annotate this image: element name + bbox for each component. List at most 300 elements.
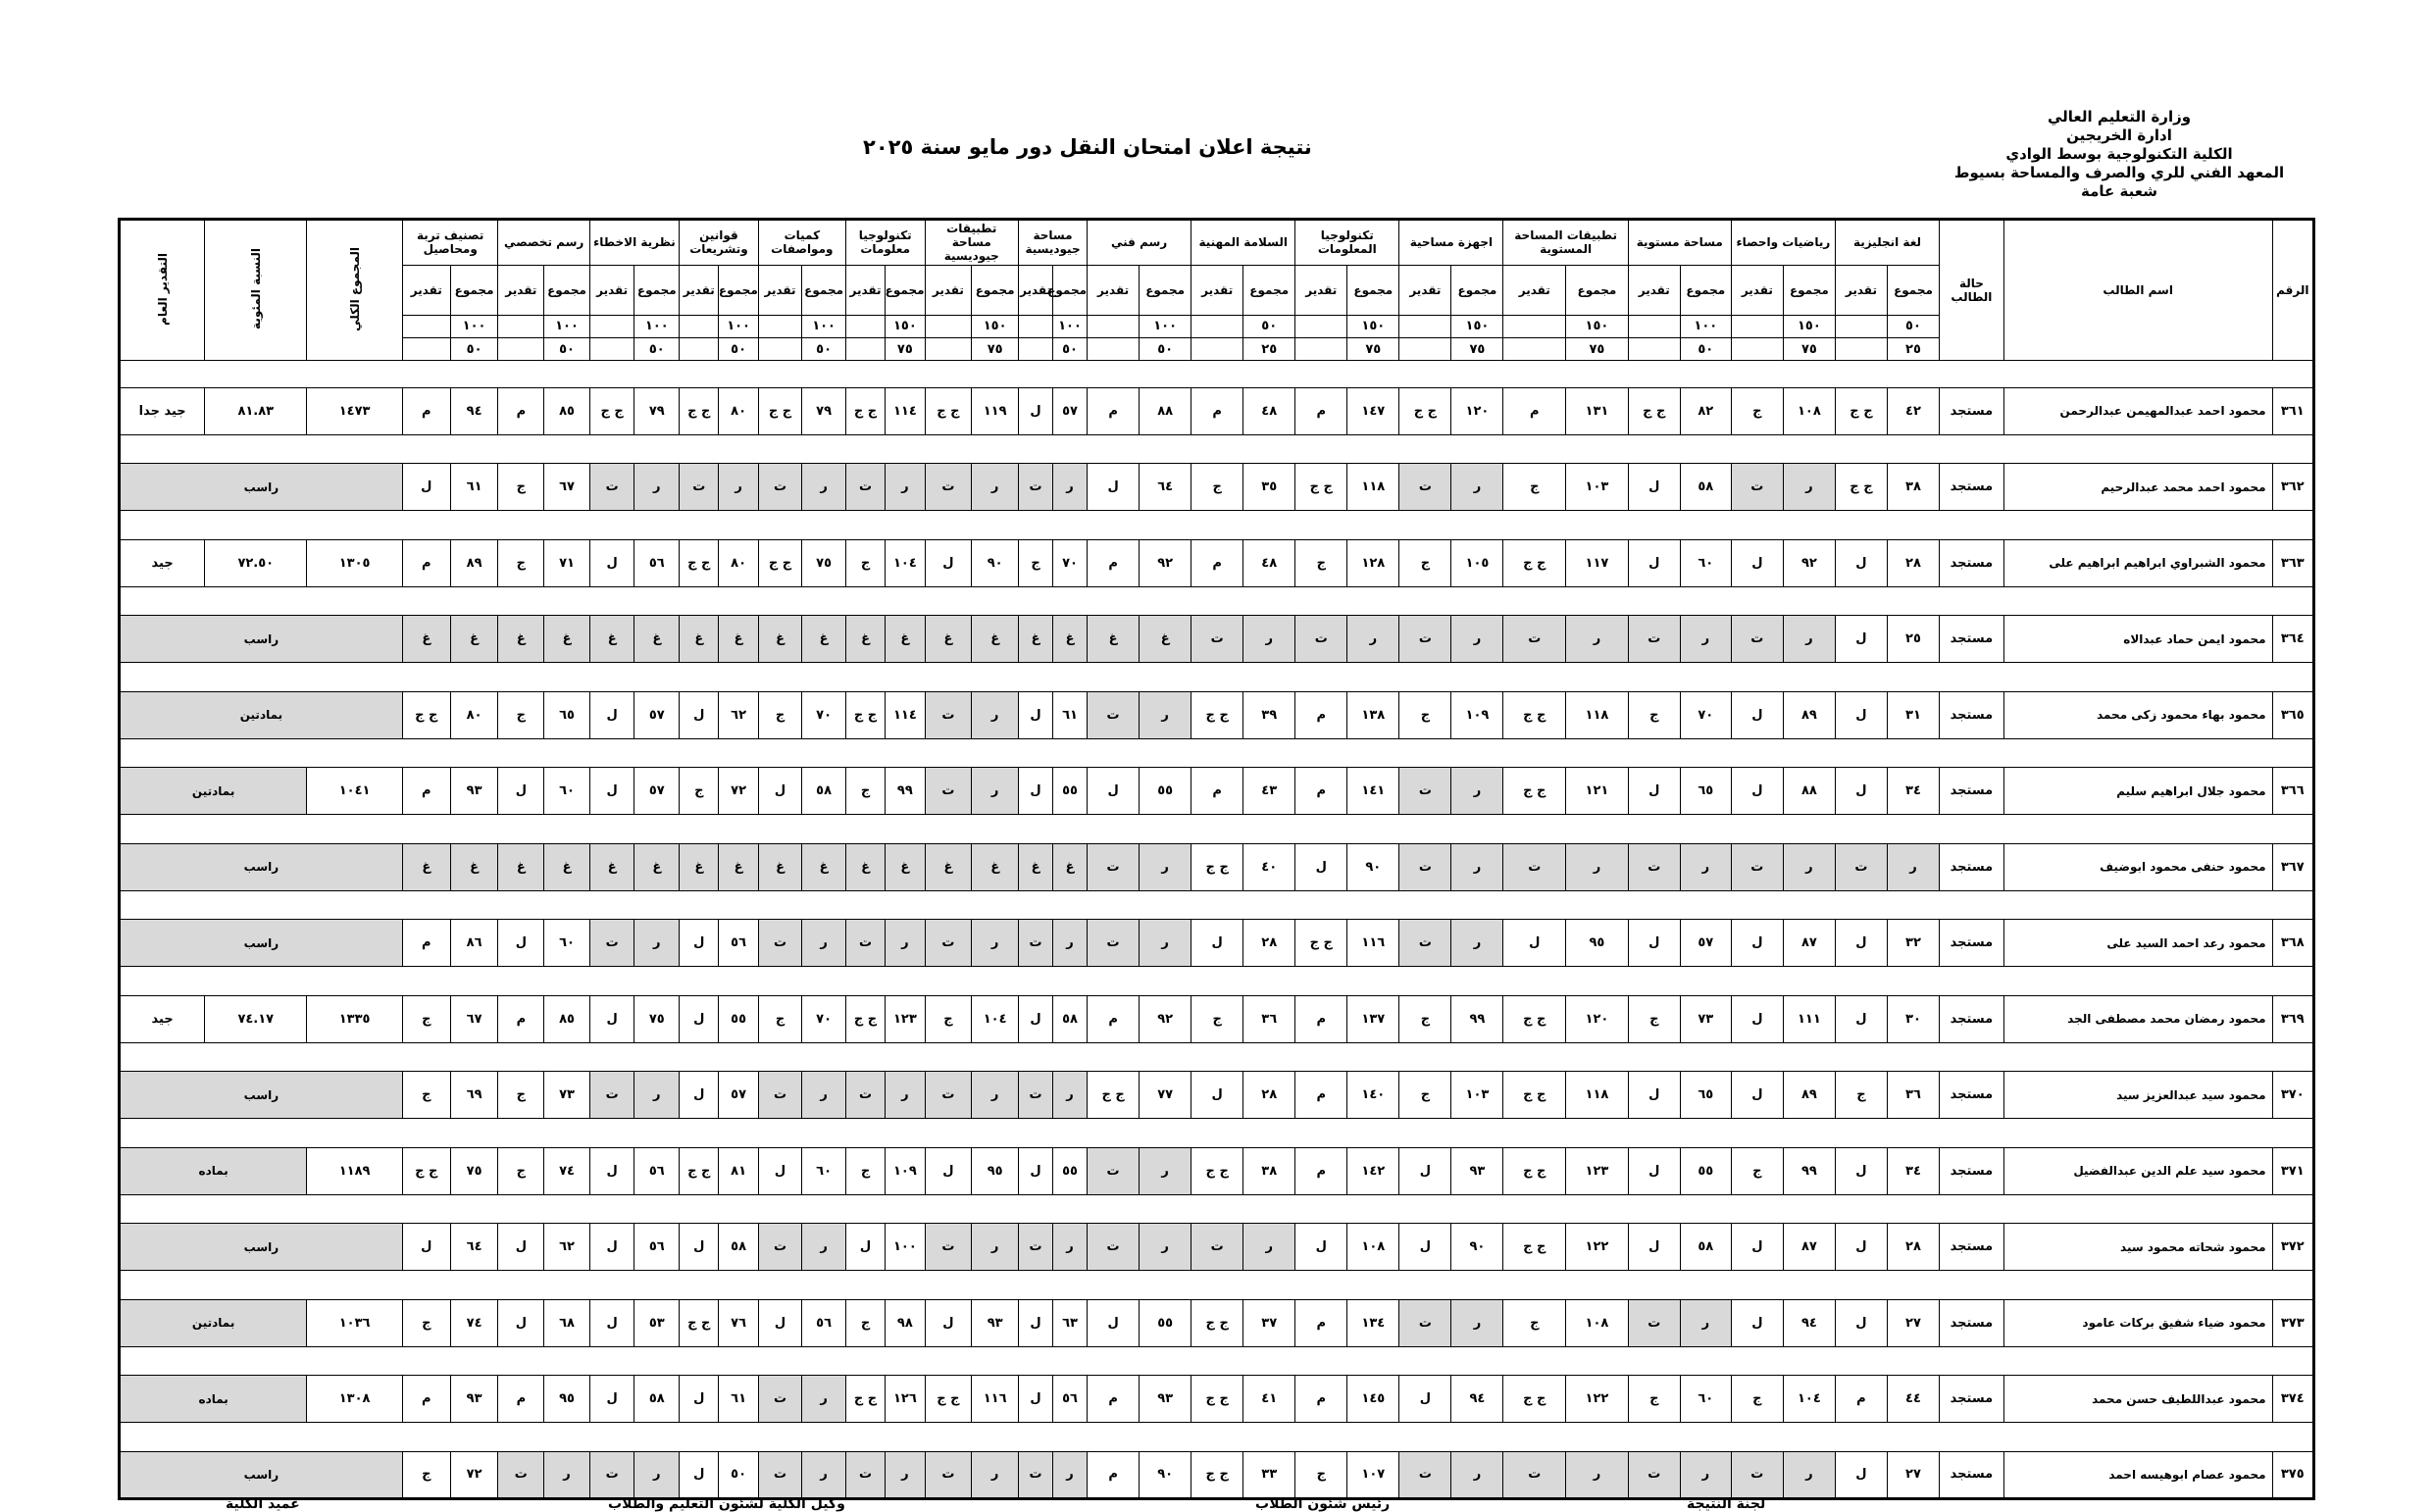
student-name: محمود جلال ابراهيم سليم bbox=[2003, 768, 2272, 815]
subject-grade: ج bbox=[402, 1299, 450, 1346]
subject-total: ر bbox=[802, 1451, 846, 1498]
student-num: ٣٧١ bbox=[2272, 1147, 2313, 1194]
subject-grade: ت bbox=[758, 920, 802, 967]
subject-total: ر bbox=[1680, 1451, 1731, 1498]
subject-grade: ج ج bbox=[589, 387, 634, 434]
subject-total: ر bbox=[1053, 1072, 1088, 1119]
student-num: ٣٧٥ bbox=[2272, 1451, 2313, 1498]
max-mark: ١٠٠ bbox=[634, 315, 680, 337]
max-mark-blank bbox=[1731, 315, 1783, 337]
subject-grade: ت bbox=[1399, 1451, 1451, 1498]
subject-total: غ bbox=[1053, 843, 1088, 890]
subject-total: ٣٦ bbox=[1243, 995, 1295, 1042]
header-subject: تصنيف تربة ومحاصيل bbox=[402, 220, 498, 266]
max-mark-blank bbox=[925, 315, 972, 337]
subject-total: ٢٨ bbox=[1887, 539, 1939, 586]
subject-grade: ل bbox=[1835, 1147, 1887, 1194]
max-mark: ٥٠ bbox=[1887, 315, 1939, 337]
subject-total: ر bbox=[1451, 1299, 1503, 1346]
subject-grade: ل bbox=[498, 920, 544, 967]
subject-grade: ت bbox=[1628, 1451, 1680, 1498]
min-mark-blank bbox=[402, 338, 450, 361]
subject-total: ٣٨ bbox=[1887, 464, 1939, 511]
subject-grade: ل bbox=[1835, 1451, 1887, 1498]
min-mark: ٢٥ bbox=[1887, 338, 1939, 361]
header-sub-grade: تقدير bbox=[1731, 265, 1783, 315]
subject-total: ر bbox=[1140, 920, 1191, 967]
student-row bbox=[120, 995, 2314, 1042]
max-mark-blank bbox=[758, 315, 802, 337]
max-mark-blank bbox=[845, 315, 885, 337]
subject-total: ر bbox=[1053, 464, 1088, 511]
subject-total: ٣٩ bbox=[1243, 691, 1295, 738]
student-row bbox=[120, 1451, 2314, 1498]
subject-grade: م bbox=[1295, 387, 1347, 434]
subject-grade: ت bbox=[1019, 1224, 1053, 1271]
subject-grade: ل bbox=[589, 1224, 634, 1271]
subject-grade: ج ج bbox=[845, 995, 885, 1042]
student-num: ٣٦٦ bbox=[2272, 768, 2313, 815]
subject-total: ر bbox=[886, 920, 925, 967]
subject-total: ٣٥ bbox=[1243, 464, 1295, 511]
subject-total: ٩٢ bbox=[1783, 539, 1835, 586]
subject-total: ٩٢ bbox=[1140, 539, 1191, 586]
min-mark: ٥٠ bbox=[719, 338, 758, 361]
student-num: ٣٦٢ bbox=[2272, 464, 2313, 511]
min-mark-blank bbox=[680, 338, 719, 361]
min-mark: ٥٠ bbox=[634, 338, 680, 361]
subject-total: غ bbox=[719, 616, 758, 663]
subject-grade: ل bbox=[1731, 1299, 1783, 1346]
subject-grade: ل bbox=[1088, 768, 1140, 815]
subject-total: ٢٨ bbox=[1887, 1224, 1939, 1271]
subject-grade: م bbox=[1295, 1147, 1347, 1194]
subject-total: ٦٠ bbox=[544, 920, 590, 967]
subject-total: ١٤٢ bbox=[1347, 1147, 1399, 1194]
subject-grade: ت bbox=[1019, 920, 1053, 967]
subject-grade: ت bbox=[845, 464, 885, 511]
subject-total: ١١٧ bbox=[1566, 539, 1629, 586]
subject-grade: م bbox=[1295, 1072, 1347, 1119]
subject-grade: م bbox=[1295, 691, 1347, 738]
subject-grade: ت bbox=[1191, 616, 1243, 663]
subject-grade: ج bbox=[1628, 691, 1680, 738]
subject-total: ٦٤ bbox=[1140, 464, 1191, 511]
subject-grade: ج ج bbox=[845, 1376, 885, 1423]
subject-grade: ت bbox=[758, 1072, 802, 1119]
subject-grade: ت bbox=[1731, 464, 1783, 511]
subject-total: ر bbox=[1140, 843, 1191, 890]
subject-total: ٧٠ bbox=[802, 995, 846, 1042]
subject-grade: ج ج bbox=[758, 387, 802, 434]
subject-grade: ت bbox=[1088, 843, 1140, 890]
subject-total: ٩٥ bbox=[544, 1376, 590, 1423]
subject-grade: ت bbox=[1088, 920, 1140, 967]
subject-grade: ج ج bbox=[758, 539, 802, 586]
subject-total: ر bbox=[1140, 1224, 1191, 1271]
subject-total: ٥٨ bbox=[802, 768, 846, 815]
subject-total: ر bbox=[972, 464, 1019, 511]
student-status: مستجد bbox=[1940, 691, 2004, 738]
subject-grade: ل bbox=[1731, 1224, 1783, 1271]
subject-grade: ت bbox=[1628, 616, 1680, 663]
subject-total: ر bbox=[634, 1451, 680, 1498]
subject-grade: ج bbox=[1191, 995, 1243, 1042]
student-name: محمود سيد عبدالعزيز سيد bbox=[2003, 1072, 2272, 1119]
student-num: ٣٧٣ bbox=[2272, 1299, 2313, 1346]
student-percent: ٨١.٨٣ bbox=[205, 387, 307, 434]
header-sub-grade: تقدير bbox=[680, 265, 719, 315]
subject-grade: ل bbox=[1088, 464, 1140, 511]
min-mark-blank bbox=[498, 338, 544, 361]
subject-total: ١٠٤ bbox=[886, 539, 925, 586]
subject-total: ر bbox=[1451, 768, 1503, 815]
subject-total: ٣٨ bbox=[1243, 1147, 1295, 1194]
footer-sign: رئيس شئون الطلاب bbox=[1255, 1496, 1391, 1512]
subject-grade: ل bbox=[680, 1072, 719, 1119]
subject-total: ٥٨ bbox=[719, 1224, 758, 1271]
subject-total: ١٢٠ bbox=[1451, 387, 1503, 434]
header-total bbox=[307, 220, 403, 361]
subject-grade: ج ج bbox=[1399, 387, 1451, 434]
subject-total: ٥٦ bbox=[1053, 1376, 1088, 1423]
subject-grade: م bbox=[402, 1376, 450, 1423]
subject-total: ٨٨ bbox=[1140, 387, 1191, 434]
subject-total: ٥٦ bbox=[634, 1147, 680, 1194]
subject-grade: م bbox=[1503, 387, 1566, 434]
max-mark-blank bbox=[1088, 315, 1140, 337]
subject-grade: ج ج bbox=[1191, 843, 1243, 890]
subject-grade: ج ج bbox=[402, 1147, 450, 1194]
subject-total: ١١٤ bbox=[886, 387, 925, 434]
subject-grade: ل bbox=[589, 691, 634, 738]
subject-total: ر bbox=[1053, 1451, 1088, 1498]
header-sub-grade: تقدير bbox=[1399, 265, 1451, 315]
subject-total: ٤٤ bbox=[1887, 1376, 1939, 1423]
subject-grade: ل bbox=[758, 768, 802, 815]
max-mark: ١٠٠ bbox=[1680, 315, 1731, 337]
subject-grade: ل bbox=[589, 768, 634, 815]
subject-grade: ج ج bbox=[1295, 464, 1347, 511]
subject-total: ٥٥ bbox=[1140, 1299, 1191, 1346]
subject-total: ٩٣ bbox=[972, 1299, 1019, 1346]
subject-grade: ل bbox=[1019, 995, 1053, 1042]
subject-grade: ت bbox=[1731, 1451, 1783, 1498]
subject-total: ١١٦ bbox=[1347, 920, 1399, 967]
student-row bbox=[120, 1147, 2314, 1194]
subject-grade: ج bbox=[1503, 1299, 1566, 1346]
subject-total: ر bbox=[1566, 616, 1629, 663]
subject-grade: ج bbox=[1628, 995, 1680, 1042]
subject-grade: ل bbox=[589, 995, 634, 1042]
spacer-row bbox=[120, 1119, 2314, 1148]
subject-grade: م bbox=[498, 387, 544, 434]
subject-grade: ج bbox=[1191, 464, 1243, 511]
header-sub-total: مجموع bbox=[634, 265, 680, 315]
subject-total: ٧٤ bbox=[450, 1299, 498, 1346]
min-mark-blank bbox=[1191, 338, 1243, 361]
header-sub-grade: تقدير bbox=[758, 265, 802, 315]
student-status: مستجد bbox=[1940, 539, 2004, 586]
student-percent: ٧٢.٥٠ bbox=[205, 539, 307, 586]
subject-grade: ج ج bbox=[402, 691, 450, 738]
subject-total: ٧٢ bbox=[450, 1451, 498, 1498]
subject-grade: غ bbox=[758, 843, 802, 890]
min-mark-blank bbox=[758, 338, 802, 361]
student-row bbox=[120, 843, 2314, 890]
subject-total: ٦٠ bbox=[1680, 539, 1731, 586]
subject-total: ر bbox=[886, 464, 925, 511]
subject-grade: ل bbox=[758, 1147, 802, 1194]
subject-grade: ل bbox=[1019, 691, 1053, 738]
subject-grade: ل bbox=[680, 691, 719, 738]
subject-total: ١٠٨ bbox=[1566, 1299, 1629, 1346]
subject-total: ر bbox=[1680, 616, 1731, 663]
subject-grade: ل bbox=[680, 1224, 719, 1271]
subject-grade: ل bbox=[925, 1299, 972, 1346]
subject-grade: ل bbox=[1731, 920, 1783, 967]
subject-total: ٩٠ bbox=[1140, 1451, 1191, 1498]
spacer-row bbox=[120, 511, 2314, 540]
subject-grade: ت bbox=[1399, 1299, 1451, 1346]
student-name: محمود احمد عبدالمهيمن عبدالرحمن bbox=[2003, 387, 2272, 434]
min-mark-blank bbox=[1399, 338, 1451, 361]
subject-total: ٥٥ bbox=[1140, 768, 1191, 815]
subject-grade: م bbox=[1088, 539, 1140, 586]
header-line: المعهد الفني للري والصرف والمساحة بسيوط bbox=[1953, 164, 2285, 181]
header-overall bbox=[120, 220, 205, 361]
student-status: مستجد bbox=[1940, 1299, 2004, 1346]
subject-total: ١٠٣ bbox=[1566, 464, 1629, 511]
header-sub-total: مجموع bbox=[1053, 265, 1088, 315]
student-total: ١٠٤١ bbox=[307, 768, 403, 815]
student-status: مستجد bbox=[1940, 920, 2004, 967]
subject-total: ٨٥ bbox=[544, 387, 590, 434]
subject-total: ٤٨ bbox=[1243, 539, 1295, 586]
subject-total: ٩٥ bbox=[1566, 920, 1629, 967]
subject-grade: ج bbox=[1503, 464, 1566, 511]
subject-grade: ل bbox=[758, 1299, 802, 1346]
subject-total: ١٣٤ bbox=[1347, 1299, 1399, 1346]
subject-total: ١٣١ bbox=[1566, 387, 1629, 434]
subject-grade: ت bbox=[925, 920, 972, 967]
subject-total: ١٢٨ bbox=[1347, 539, 1399, 586]
subject-grade: ل bbox=[589, 1376, 634, 1423]
student-result: راسب bbox=[120, 1224, 403, 1271]
subject-grade: ج bbox=[1731, 1376, 1783, 1423]
subject-grade: ل bbox=[589, 1147, 634, 1194]
subject-grade: ج bbox=[498, 1147, 544, 1194]
subject-grade: ت bbox=[1628, 843, 1680, 890]
header-overall-label: التقدير العام bbox=[155, 252, 170, 326]
subject-total: ٢٧ bbox=[1887, 1299, 1939, 1346]
student-name: محمود رمضان محمد مصطفى الجد bbox=[2003, 995, 2272, 1042]
subject-grade: غ bbox=[498, 843, 544, 890]
student-name: محمود حنفى محمود ابوضيف bbox=[2003, 843, 2272, 890]
header-sub-total: مجموع bbox=[1680, 265, 1731, 315]
subject-total: ر bbox=[802, 464, 846, 511]
subject-grade: ل bbox=[1628, 768, 1680, 815]
max-mark: ١٠٠ bbox=[719, 315, 758, 337]
subject-total: ٣٠ bbox=[1887, 995, 1939, 1042]
subject-total: ر bbox=[972, 691, 1019, 738]
subject-grade: ل bbox=[1191, 1072, 1243, 1119]
subject-grade: غ bbox=[589, 616, 634, 663]
footer-sign: وكيل الكلية لشئون التعليم والطلاب bbox=[608, 1496, 845, 1512]
subject-total: ٨٠ bbox=[719, 539, 758, 586]
header-percent bbox=[205, 220, 307, 361]
subject-total: ٧٥ bbox=[634, 995, 680, 1042]
header-sub-total: مجموع bbox=[1887, 265, 1939, 315]
subject-grade: ج ج bbox=[680, 539, 719, 586]
student-result: بماده bbox=[120, 1376, 307, 1423]
ministry-header bbox=[1952, 108, 2286, 201]
subject-grade: ل bbox=[925, 1147, 972, 1194]
subject-grade: ل bbox=[1628, 1072, 1680, 1119]
subject-grade: ت bbox=[758, 1376, 802, 1423]
subject-grade: ج bbox=[1399, 691, 1451, 738]
max-mark-blank bbox=[1628, 315, 1680, 337]
min-mark: ٥٠ bbox=[450, 338, 498, 361]
subject-total: ر bbox=[634, 464, 680, 511]
subject-total: ر bbox=[1680, 843, 1731, 890]
student-num: ٣٦٨ bbox=[2272, 920, 2313, 967]
subject-grade: م bbox=[1191, 387, 1243, 434]
student-num: ٣٧٢ bbox=[2272, 1224, 2313, 1271]
subject-grade: غ bbox=[758, 616, 802, 663]
student-num: ٣٦٤ bbox=[2272, 616, 2313, 663]
subject-total: غ bbox=[1053, 616, 1088, 663]
subject-total: غ bbox=[719, 843, 758, 890]
student-name: محمود احمد محمد عبدالرحيم bbox=[2003, 464, 2272, 511]
subject-grade: ج bbox=[402, 1451, 450, 1498]
subject-grade: ج bbox=[680, 768, 719, 815]
spacer-row bbox=[120, 434, 2314, 464]
max-mark: ١٥٠ bbox=[1347, 315, 1399, 337]
subject-grade: ج bbox=[758, 995, 802, 1042]
spacer-row bbox=[120, 586, 2314, 616]
header-subject: لغة انجليزية bbox=[1835, 220, 1939, 266]
subject-total: غ bbox=[802, 843, 846, 890]
subject-total: ٦١ bbox=[450, 464, 498, 511]
header-sub-total: مجموع bbox=[802, 265, 846, 315]
header-subject: رياضيات واحصاء bbox=[1731, 220, 1835, 266]
student-row bbox=[120, 539, 2314, 586]
subject-total: ١٠٥ bbox=[1451, 539, 1503, 586]
student-num: ٣٧٠ bbox=[2272, 1072, 2313, 1119]
subject-grade: ج ج bbox=[1835, 387, 1887, 434]
subject-total: ٨٠ bbox=[719, 387, 758, 434]
min-mark: ٥٠ bbox=[1140, 338, 1191, 361]
subject-total: ٩٤ bbox=[1451, 1376, 1503, 1423]
subject-grade: غ bbox=[1088, 616, 1140, 663]
subject-grade: ل bbox=[1731, 539, 1783, 586]
subject-grade: ل bbox=[498, 1224, 544, 1271]
subject-total: ٧٠ bbox=[802, 691, 846, 738]
subject-total: ٥٦ bbox=[634, 539, 680, 586]
subject-total: غ bbox=[886, 616, 925, 663]
student-total: ١٣٠٥ bbox=[307, 539, 403, 586]
subject-grade: ج bbox=[402, 995, 450, 1042]
subject-grade: ل bbox=[680, 920, 719, 967]
student-total: ١٤٧٣ bbox=[307, 387, 403, 434]
subject-total: ٧٦ bbox=[719, 1299, 758, 1346]
subject-total: ٥٠ bbox=[719, 1451, 758, 1498]
student-status: مستجد bbox=[1940, 1376, 2004, 1423]
subject-total: ر bbox=[802, 1376, 846, 1423]
header-subject: تكنولوجيا معلومات bbox=[845, 220, 925, 266]
subject-total: ٧٧ bbox=[1140, 1072, 1191, 1119]
subject-grade: ت bbox=[758, 464, 802, 511]
subject-grade: ت bbox=[1399, 464, 1451, 511]
subject-total: ر bbox=[1243, 1224, 1295, 1271]
subject-grade: ج ج bbox=[1503, 691, 1566, 738]
subject-total: ٤٠ bbox=[1243, 843, 1295, 890]
subject-total: ٦٥ bbox=[1680, 768, 1731, 815]
header-subject: تكنولوجيا المعلومات bbox=[1295, 220, 1399, 266]
subject-total: ٣٤ bbox=[1887, 1147, 1939, 1194]
subject-grade: م bbox=[498, 1376, 544, 1423]
student-num: ٣٦٧ bbox=[2272, 843, 2313, 890]
header-sub-grade: تقدير bbox=[845, 265, 885, 315]
subject-total: ر bbox=[1887, 843, 1939, 890]
subject-total: ١٤٠ bbox=[1347, 1072, 1399, 1119]
subject-grade: ج bbox=[1019, 539, 1053, 586]
subject-total: ٥٥ bbox=[719, 995, 758, 1042]
subject-grade: ت bbox=[925, 464, 972, 511]
subject-grade: ج bbox=[1731, 1147, 1783, 1194]
subject-total: ر bbox=[972, 768, 1019, 815]
subject-total: ٨٦ bbox=[450, 920, 498, 967]
header-sub-grade: تقدير bbox=[1835, 265, 1887, 315]
student-row bbox=[120, 464, 2314, 511]
min-mark-blank bbox=[845, 338, 885, 361]
subject-total: ٥٨ bbox=[1680, 1224, 1731, 1271]
subject-total: ٩٤ bbox=[1783, 1299, 1835, 1346]
subject-grade: ل bbox=[1019, 1147, 1053, 1194]
subject-total: ر bbox=[802, 920, 846, 967]
subject-total: ٧٠ bbox=[1680, 691, 1731, 738]
subject-total: ٣٤ bbox=[1887, 768, 1939, 815]
subject-grade: ل bbox=[1835, 1224, 1887, 1271]
student-num: ٣٦٣ bbox=[2272, 539, 2313, 586]
subject-total: ر bbox=[1783, 1451, 1835, 1498]
subject-total: ٦٤ bbox=[450, 1224, 498, 1271]
subject-grade: ل bbox=[1019, 1376, 1053, 1423]
student-result: راسب bbox=[120, 920, 403, 967]
student-row bbox=[120, 1376, 2314, 1423]
subject-total: ٨٧ bbox=[1783, 920, 1835, 967]
subject-grade: ج ج bbox=[1503, 1376, 1566, 1423]
subject-grade: ت bbox=[680, 464, 719, 511]
min-mark-blank bbox=[925, 338, 972, 361]
subject-total: ١٠٠ bbox=[886, 1224, 925, 1271]
subject-total: ر bbox=[719, 464, 758, 511]
subject-grade: ج bbox=[402, 1072, 450, 1119]
subject-grade: ج ج bbox=[1503, 539, 1566, 586]
min-mark-blank bbox=[1503, 338, 1566, 361]
subject-grade: ل bbox=[1835, 768, 1887, 815]
subject-total: ٩٩ bbox=[1451, 995, 1503, 1042]
subject-grade: ج ج bbox=[1503, 768, 1566, 815]
subject-total: ١٠٩ bbox=[1451, 691, 1503, 738]
subject-total: ٩٢ bbox=[1140, 995, 1191, 1042]
subject-grade: ت bbox=[845, 1451, 885, 1498]
subject-grade: ج bbox=[1295, 1451, 1347, 1498]
subject-total: ر bbox=[972, 1224, 1019, 1271]
header-sub-grade: تقدير bbox=[498, 265, 544, 315]
header-total-label: المجموع الكلي bbox=[347, 246, 362, 331]
